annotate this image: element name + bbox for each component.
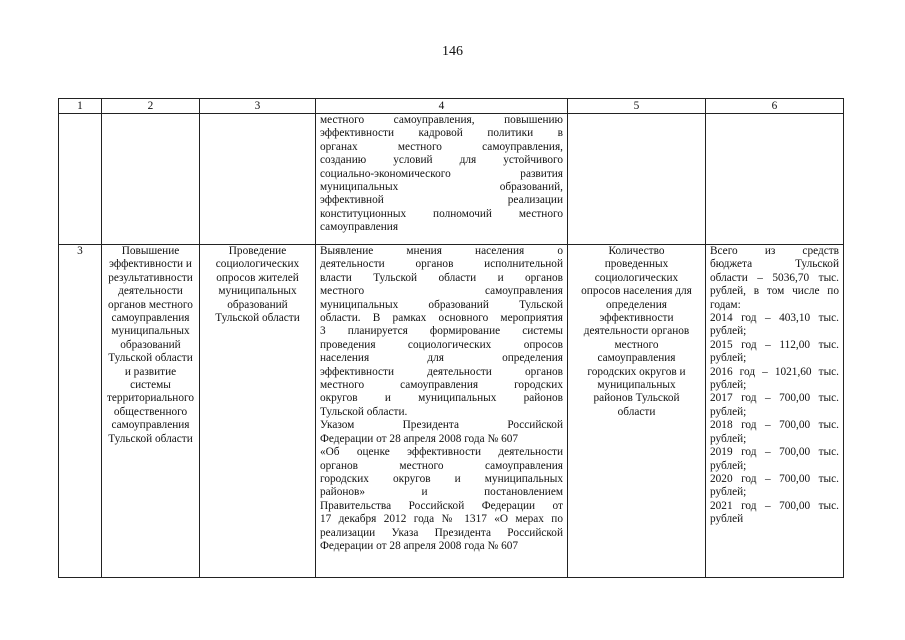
cell-cont-3 (200, 114, 316, 245)
text-line: Тульской области. (320, 405, 408, 418)
text-line: городских округов и (587, 365, 686, 378)
text-line: результативности (108, 271, 193, 284)
text-line: социально-экономического развития (320, 167, 563, 180)
text-line: образований (227, 298, 288, 311)
indicator-text (572, 245, 701, 419)
text-line: Количество (608, 245, 665, 257)
text-line: опросов населения для (581, 285, 692, 298)
text-line: рублей (710, 513, 744, 526)
text-line: социологических (594, 271, 679, 284)
cell-description (316, 245, 568, 578)
text-line: опросов жителей (216, 271, 299, 284)
text-line: проведения социологических опросов (320, 338, 563, 351)
text-line: рублей; (710, 486, 747, 499)
text-line: местного самоуправления (320, 285, 563, 298)
page-number: 146 (442, 44, 463, 59)
cell-indicator (568, 245, 706, 578)
header-col-4: 4 (316, 99, 568, 114)
text-line: проведенных (604, 258, 669, 271)
text-line: 2021 год – 700,00 тыс. (710, 499, 839, 512)
text-line: реализации Указа Президента Российской (320, 526, 563, 539)
text-line: и развитие (124, 365, 177, 378)
text-line: Правительства Российской Федерации от (320, 499, 563, 512)
text-line: самоуправления (111, 312, 190, 325)
text-line: рублей; (710, 325, 747, 338)
text-line: социологических (215, 258, 300, 271)
header-col-3: 3 (200, 99, 316, 114)
text-line: образований (120, 338, 181, 351)
cell-cont-5 (568, 114, 706, 245)
text-line: области. В рамках основного мероприятия (320, 312, 563, 325)
text-line: 2017 год – 700,00 тыс. (710, 392, 839, 405)
text-line: районов» и постановлением (320, 486, 563, 499)
table-row-measure-3 (59, 245, 844, 578)
text-line: рублей; (710, 379, 747, 392)
cell-cont-6 (706, 114, 844, 245)
header-col-2: 2 (102, 99, 200, 114)
text-line: определения (606, 298, 667, 311)
cell-activity (200, 245, 316, 578)
text-line: Тульской области (108, 432, 193, 445)
text-line: Тульской области (215, 312, 300, 325)
text-line: органах местного самоуправления, (320, 140, 563, 153)
text-line: деятельности органов (583, 325, 690, 338)
text-line: эффективности деятельности органов (320, 365, 563, 378)
text-line: Выявление мнения населения о (320, 245, 563, 257)
text-line: 2020 год – 700,00 тыс. (710, 472, 839, 485)
cell-cont-4 (316, 114, 568, 245)
text-line: Федерации от 28 апреля 2008 года № 607 (320, 432, 519, 445)
text-line: конституционных полномочий местного (320, 207, 563, 220)
funding-text (710, 245, 839, 527)
text-line: общественного (113, 405, 188, 418)
header-col-6: 6 (706, 99, 844, 114)
header-col-1: 1 (59, 99, 102, 114)
text-line: области – 5036,70 тыс. (710, 271, 839, 284)
text-line: городских округов и муниципальных (320, 472, 563, 485)
text-line: муниципальных образований Тульской (320, 298, 563, 311)
text-line: рублей, в том числе по (710, 285, 839, 298)
text-line: рублей; (710, 405, 747, 418)
text-line: 2018 год – 700,00 тыс. (710, 419, 839, 432)
text-line: эффективности кадровой политики в (320, 127, 563, 140)
text-line: местного (614, 338, 659, 351)
text-line: бюджета Тульской (710, 258, 839, 271)
text-line: деятельности органов исполнительной (320, 258, 563, 271)
table-header-row (59, 99, 844, 114)
measure-name (106, 245, 195, 446)
table-row-continuation (59, 114, 844, 245)
text-line: местного самоуправления, повышению (320, 114, 563, 126)
text-line: самоуправления (597, 352, 676, 365)
text-line: 2016 год – 1021,60 тыс. (710, 365, 839, 378)
text-line: территориального (106, 392, 195, 405)
text-line: годам: (710, 298, 741, 311)
text-line: 3 планируется формирование системы (320, 325, 563, 338)
text-line: муниципальных (218, 285, 297, 298)
text-line: Проведение (228, 245, 287, 257)
text-line: самоуправления (320, 221, 399, 234)
text-line: «Об оценке эффективности деятельности (320, 446, 563, 459)
text-line: системы (130, 379, 171, 392)
text-line: местного самоуправления городских (320, 379, 563, 392)
text-line: 2019 год – 700,00 тыс. (710, 446, 839, 459)
cell-funding (706, 245, 844, 578)
text-line: 17 декабря 2012 года № 1317 «О мерах по (320, 513, 563, 526)
text-line: муниципальных (597, 379, 676, 392)
text-line: органов местного самоуправления (320, 459, 563, 472)
text-line: Федерации от 28 апреля 2008 года № 607 (320, 539, 519, 552)
text-line: эффективной реализации (320, 194, 563, 207)
text-line: деятельности (118, 285, 183, 298)
text-line: муниципальных (111, 325, 190, 338)
text-line: 2014 год – 403,10 тыс. (710, 312, 839, 325)
program-table (58, 98, 844, 578)
text-line: рублей; (710, 432, 747, 445)
text-line: Тульской области (108, 352, 193, 365)
text-line: муниципальных образований, (320, 181, 563, 194)
text-line: созданию условий для устойчивого (320, 154, 563, 167)
text-line: Всего из средств (710, 245, 839, 257)
text-line: власти Тульской области и органов (320, 271, 563, 284)
text-line: рублей; (710, 352, 747, 365)
text-line: районов Тульской (593, 392, 680, 405)
cell-cont-2 (102, 114, 200, 245)
text-line: 2015 год – 112,00 тыс. (710, 338, 839, 351)
text-line: эффективности (599, 312, 674, 325)
text-line: Указом Президента Российской (320, 419, 563, 432)
measure-description (320, 245, 563, 553)
text-line: самоуправления (111, 419, 190, 432)
cell-measure-name (102, 245, 200, 578)
text-line: органов местного (108, 298, 193, 311)
text-line: области (617, 405, 656, 418)
text-line: эффективности и (109, 258, 192, 271)
text-line: округов и муниципальных районов (320, 392, 563, 405)
cont-description (320, 114, 563, 235)
text-line: Повышение (121, 245, 180, 257)
cell-number: 3 (59, 245, 102, 578)
activity-name (204, 245, 311, 325)
header-col-5: 5 (568, 99, 706, 114)
cell-cont-1 (59, 114, 102, 245)
text-line: населения для определения (320, 352, 563, 365)
text-line: рублей; (710, 459, 747, 472)
